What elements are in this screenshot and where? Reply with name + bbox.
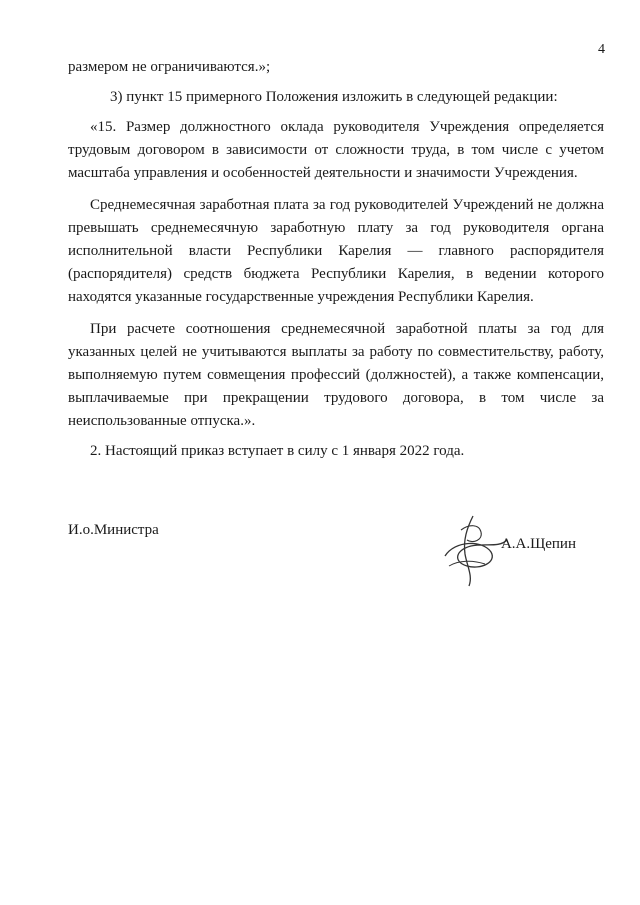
- paragraph-item-3: 3) пункт 15 примерного Положения изложить в следующей редакции:: [110, 89, 558, 105]
- paragraph-effective-date: 2. Настоящий приказ вступает в силу с 1 января 2022 года.: [90, 443, 465, 459]
- signature-block: [68, 520, 604, 590]
- signatory-name: А.А.Щепин: [500, 536, 576, 552]
- paragraph-salary-limit: Среднемесячная заработная плата за год руководителей Учреждений не должна превышать среднемесячную заработную плату за год руководителя органа исполнительной власти Республики Карелия — главного распорядителя (распорядителя) средств бюджета Республики Карелия, в ведении которого находятся указанные государственные учреждения Республики Карелия.: [68, 197, 604, 305]
- signatory-title: И.о.Министра: [68, 522, 159, 538]
- paragraph-clause-15: «15. Размер должностного оклада руководителя Учреждения определяется трудовым договором в зависимости от сложности труда, в том числе с учетом масштаба управления и особенностей деятельности и значимости Учреждения.: [68, 119, 604, 181]
- page-number: 4: [598, 42, 605, 57]
- paragraph-continuation: размером не ограничиваются.»;: [68, 59, 271, 75]
- paragraph-salary-calculation: При расчете соотношения среднемесячной заработной платы за год для указанных целей не учитываются выплаты за работу по совместительству, работу, выполняемую путем совмещения профессий (должностей), а также компенсации, выплачиваемые при прекращении трудового договора, в том числе за неиспользованные отпуска.».: [68, 321, 604, 429]
- document-body: [68, 56, 604, 463]
